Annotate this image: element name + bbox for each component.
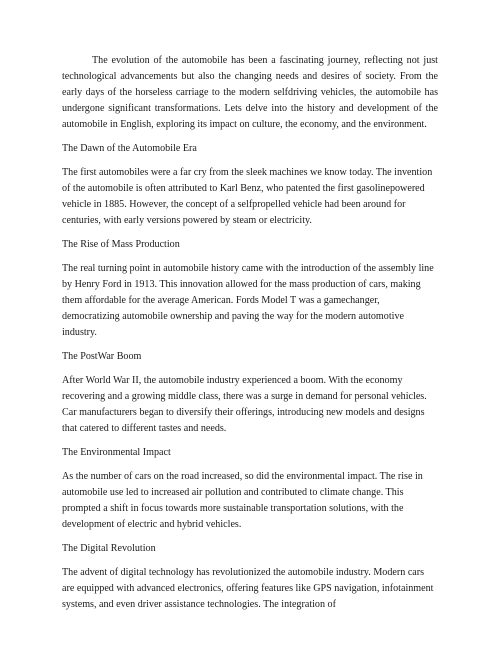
document-page [62,53,438,621]
section-paragraph-digital: The advent of digital technology has revolutionized the automobile industry. Modern cars are equipped with advanced electronics, offering features like GPS navigation, infotainment systems, and even driver assistance technologies. The integration of [62,567,434,610]
section-paragraph-dawn: The first automobiles were a far cry from the sleek machines we know today. The invention of the automobile is often attributed to Karl Benz, who patented the first gasolinepowered vehicle in 1885. However, the concept of a selfpropelled vehicle had been around for centuries, with early versions powered by steam or electricity. [62,167,433,226]
section-heading-environmental: The Environmental Impact [62,447,171,458]
section-paragraph-environmental: As the number of cars on the road increased, so did the environmental impact. The rise in automobile use led to increased air pollution and contributed to climate change. This prompted a shift in focus towards more sustainable transportation solutions, with the development of electric and hybrid vehicles. [62,471,423,530]
section-heading-dawn: The Dawn of the Automobile Era [62,143,197,154]
section-heading-postwar: The PostWar Boom [62,351,142,362]
intro-paragraph: The evolution of the automobile has been a fascinating journey, reflecting not just technological advancements but also the changing needs and desires of society. From the early days of the horseless carriage to the modern selfdriving vehicles, the automobile has undergone significant transformations. Lets delve into the history and development of the automobile in English, exploring its impact on culture, the economy, and the environment. [62,55,438,130]
section-paragraph-postwar: After World War II, the automobile industry experienced a boom. With the economy recovering and a growing middle class, there was a surge in demand for personal vehicles. Car manufacturers began to diversify their offerings, introducing new models and designs that catered to different tastes and needs. [62,375,427,434]
section-paragraph-mass-production: The real turning point in automobile history came with the introduction of the assembly line by Henry Ford in 1913. This innovation allowed for the mass production of cars, making them affordable for the average American. Fords Model T was a gamechanger, democratizing automobile ownership and paving the way for the modern automotive industry. [62,263,434,338]
section-heading-mass-production: The Rise of Mass Production [62,239,180,250]
section-heading-digital: The Digital Revolution [62,543,156,554]
